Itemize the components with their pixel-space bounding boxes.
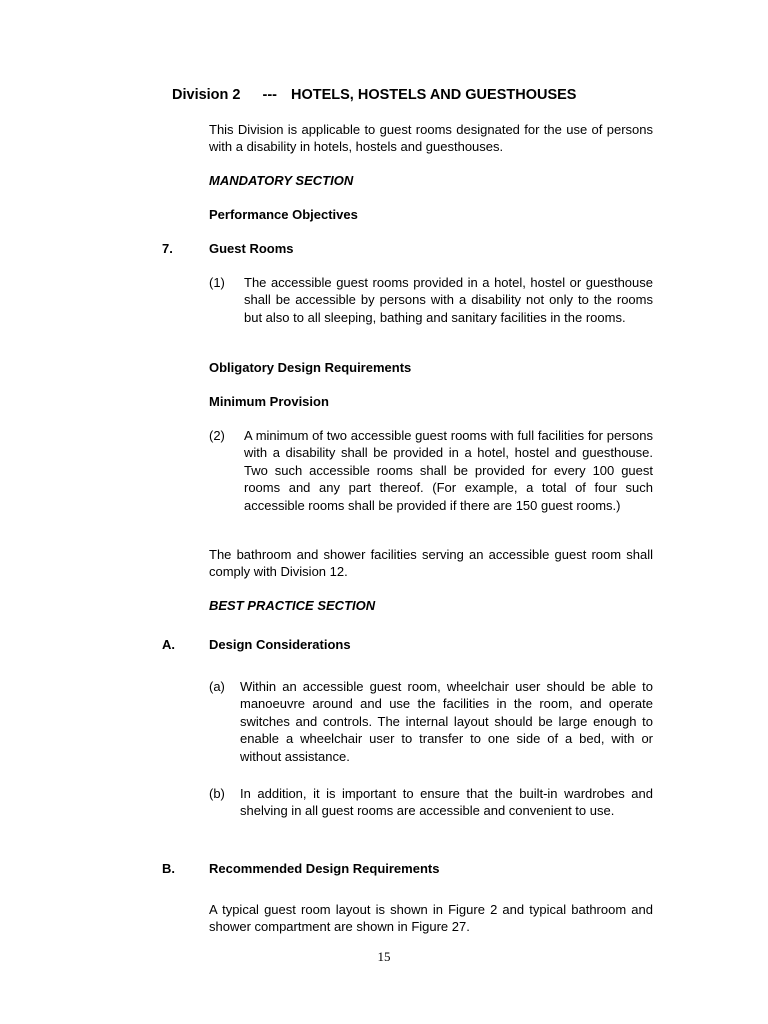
item-a [209,678,653,765]
item-b-text: In addition, it is important to ensure that the built-in wardrobes and shelving in all guest rooms are accessible and convenient to use. [240,786,653,819]
section-a-number: A. [162,637,175,652]
division-title [172,87,576,104]
division-dash: --- [262,87,277,103]
division-label: Division 2 [172,87,241,103]
mandatory-section-heading: MANDATORY SECTION [209,173,354,188]
item-2 [209,427,653,514]
obligatory-design-heading: Obligatory Design Requirements [209,360,412,375]
item-1-text: The accessible guest rooms provided in a hotel, hostel or guesthouse shall be accessible by persons with a disability not only to the rooms but also to all sleeping, bathing and sanitary facilities in the rooms. [244,275,653,325]
page-number: 15 [377,949,391,964]
best-practice-heading: BEST PRACTICE SECTION [209,598,376,613]
item-2-text: A minimum of two accessible guest rooms with full facilities for persons with a disability shall be provided in a hotel, hostel and guesthouse. Two such accessible rooms shall be provided for every 100 guest rooms and any part thereof. (For example, a total of four such accessible rooms shall be provided if there are 150 guest rooms.) [244,428,653,513]
item-a-text: Within an accessible guest room, wheelchair user should be able to manoeuvre around and use the facilities in the room, and operate switches and controls. The internal layout should be large enough to enable a wheelchair user to transfer to one side of a bed, with or without assistance. [240,679,653,764]
bathroom-paragraph: The bathroom and shower facilities serving an accessible guest room shall comply with Division 12. [209,547,653,580]
item-1-label: (1) [209,275,225,290]
item-2-label: (2) [209,428,225,443]
division-heading: HOTELS, HOSTELS AND GUESTHOUSES [291,87,577,103]
section-a-heading: Design Considerations [209,637,351,652]
item-1 [209,274,653,326]
minimum-provision-heading: Minimum Provision [209,394,329,409]
item-a-label: (a) [209,679,225,694]
layout-paragraph: A typical guest room layout is shown in Figure 2 and typical bathroom and shower compartment are shown in Figure 27. [209,902,653,935]
performance-objectives-heading: Performance Objectives [209,207,358,222]
clause-7-heading: Guest Rooms [209,241,294,256]
section-b-number: B. [162,861,175,876]
item-b [209,785,653,820]
clause-7-number: 7. [162,241,173,256]
item-b-label: (b) [209,786,225,801]
section-b-heading: Recommended Design Requirements [209,861,440,876]
intro-paragraph: This Division is applicable to guest rooms designated for the use of persons with a disability in hotels, hostels and guesthouses. [209,122,653,155]
